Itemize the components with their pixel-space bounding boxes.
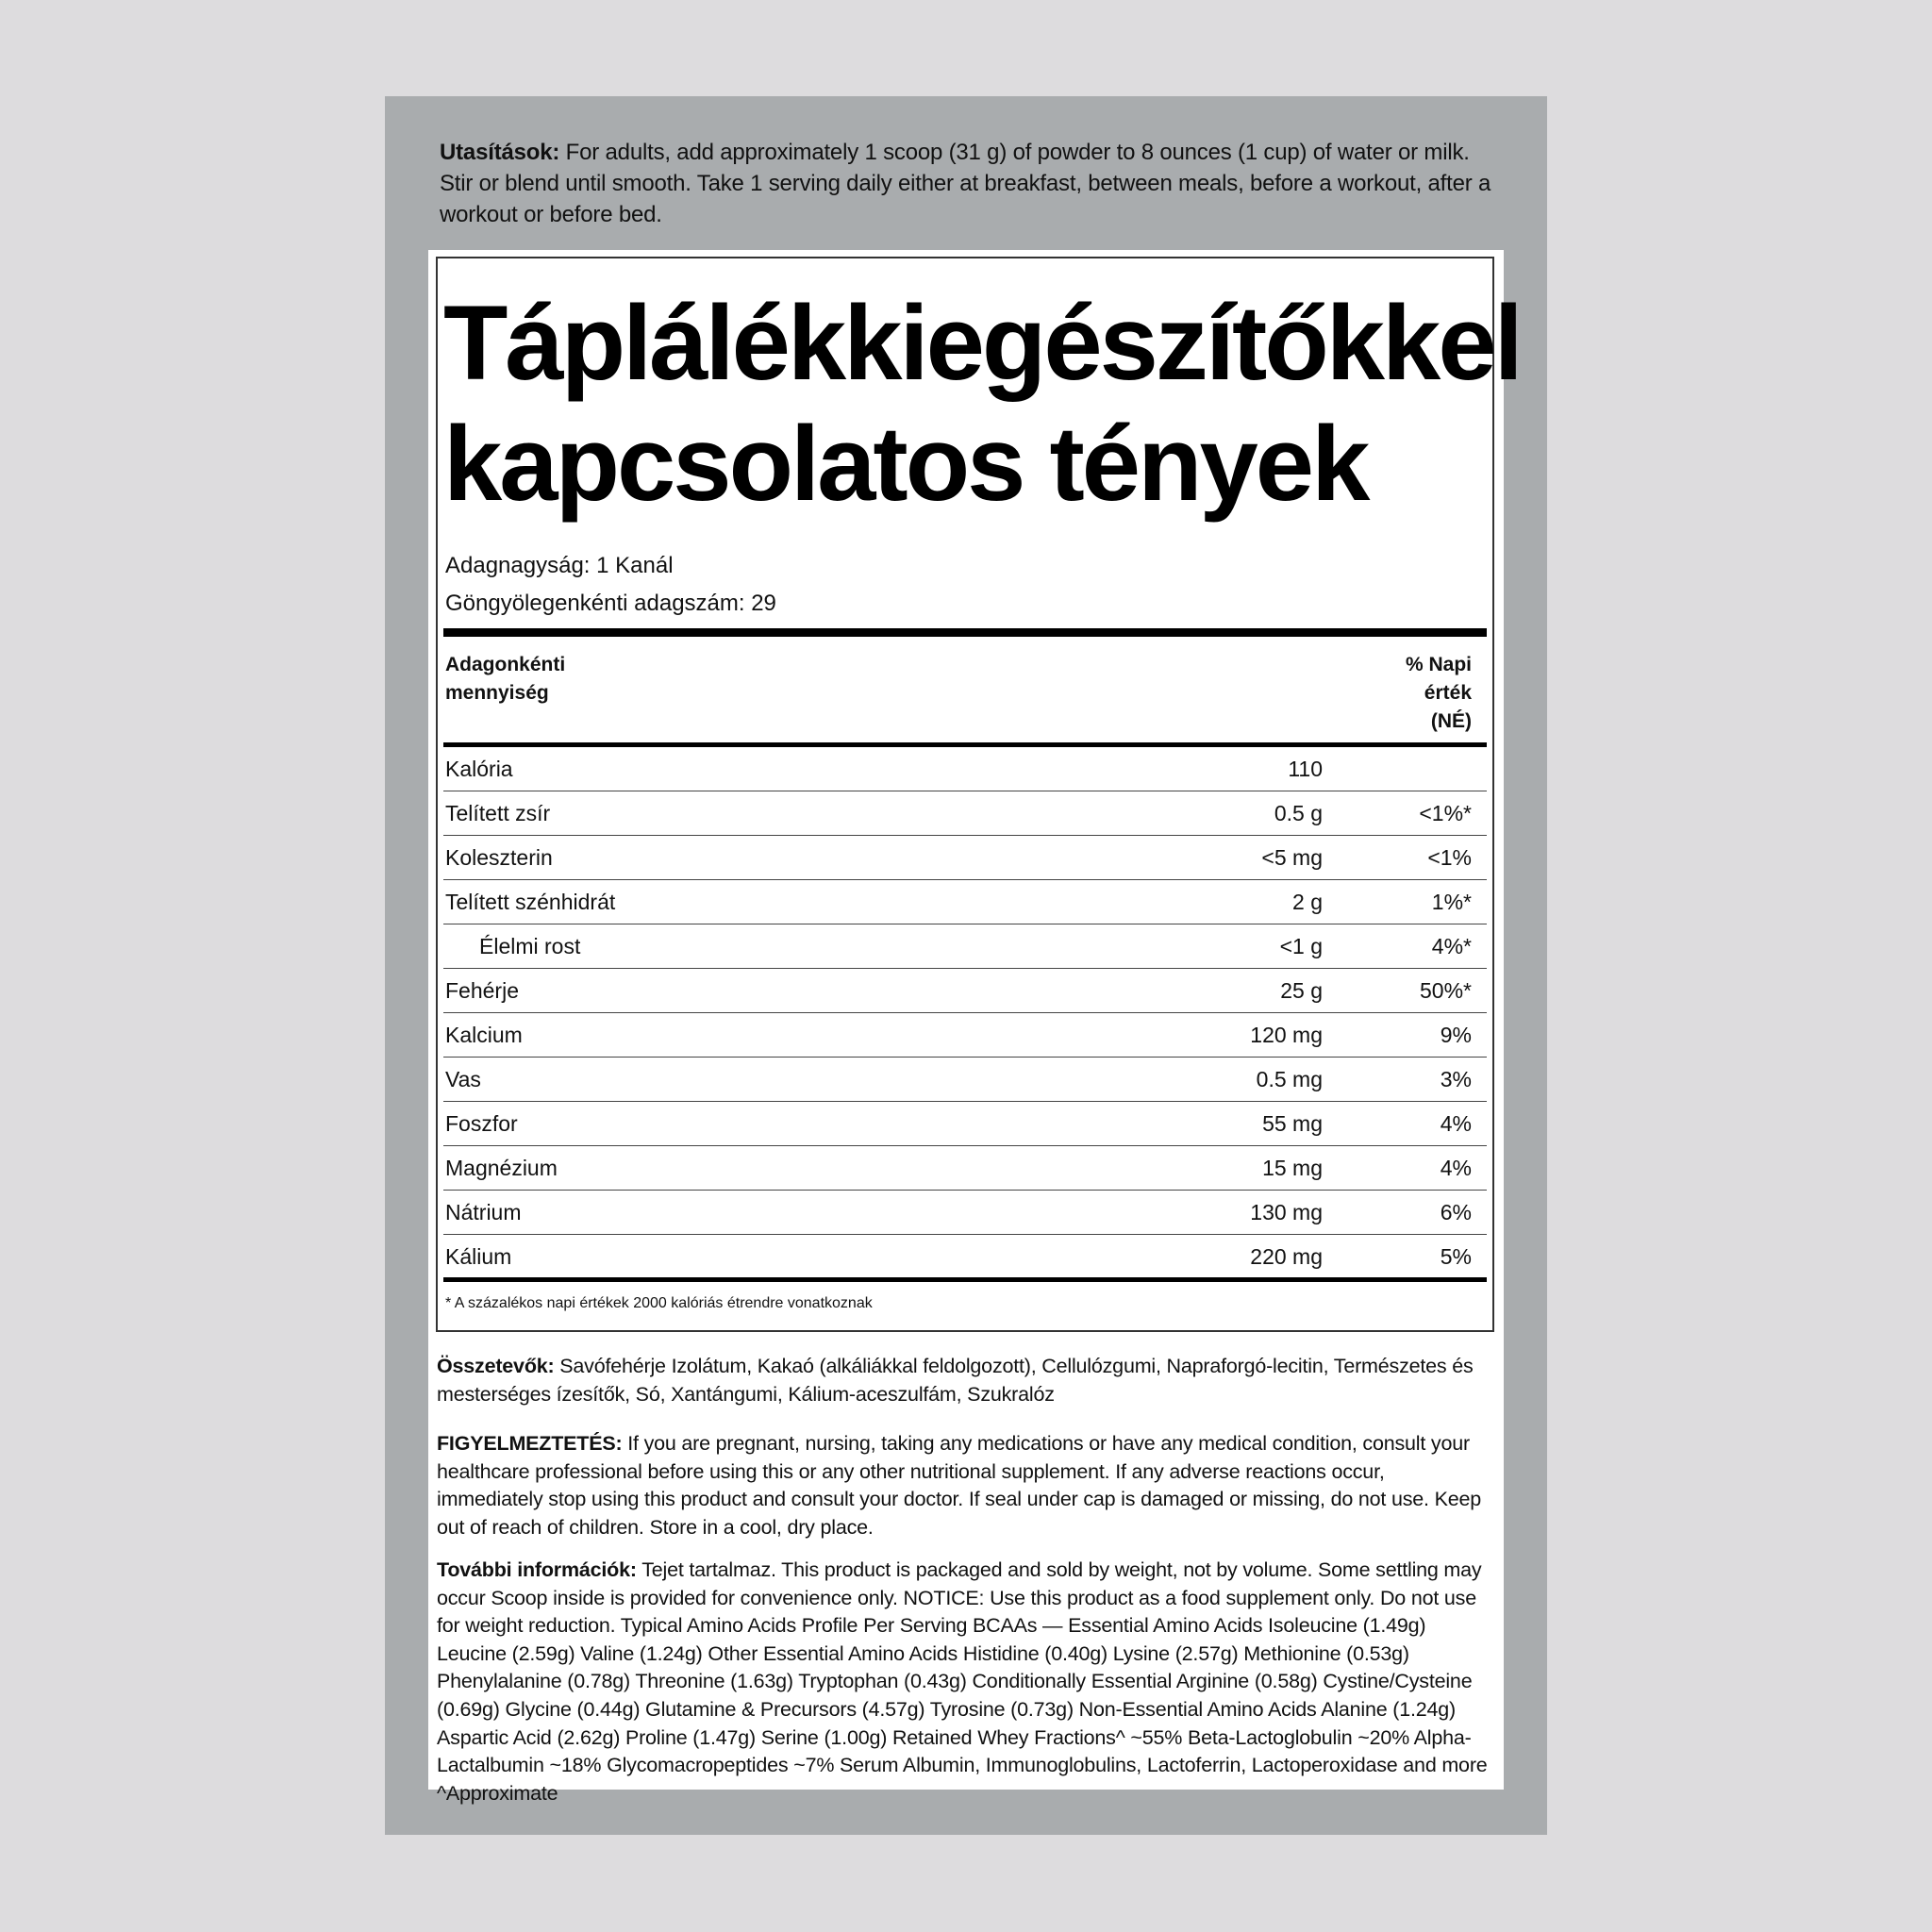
- nutrient-name: Koleszterin: [445, 845, 553, 870]
- table-row: [443, 1146, 1487, 1191]
- table-row: [443, 836, 1487, 880]
- nutrient-name: Vas: [445, 1067, 481, 1091]
- facts-title-line2: kapcsolatos tények: [443, 405, 1368, 523]
- thick-rule-top: [443, 628, 1487, 637]
- nutrient-daily-value: 4%*: [1431, 934, 1472, 958]
- warning-label: FIGYELMEZTETÉS:: [437, 1432, 623, 1455]
- warning-section: [437, 1430, 1493, 1541]
- table-row: [443, 1102, 1487, 1146]
- table-row: [443, 1058, 1487, 1102]
- daily-value-header: [1406, 651, 1472, 736]
- header-left-line1: Adagonkénti: [445, 654, 566, 675]
- serving-info: [445, 547, 776, 623]
- ingredients-label: Összetevők:: [437, 1355, 555, 1377]
- nutrient-name: Kalcium: [445, 1023, 523, 1047]
- thick-rule-bottom: [443, 1277, 1487, 1282]
- nutrient-daily-value: 4%: [1440, 1111, 1472, 1136]
- nutrient-amount: 25 g: [1280, 978, 1323, 1003]
- nutrient-amount: 130 mg: [1250, 1200, 1323, 1224]
- facts-title-line1: Táplálékkiegészítőkkel: [443, 284, 1521, 402]
- header-left-line2: mennyiség: [445, 682, 549, 704]
- table-row: [443, 1235, 1487, 1278]
- table-row: [443, 969, 1487, 1013]
- serving-size: Adagnagyság: 1 Kanál: [445, 553, 674, 578]
- directions-text: [440, 137, 1506, 230]
- table-row: [443, 1191, 1487, 1235]
- table-row: [443, 747, 1487, 791]
- ingredients-section: [437, 1353, 1493, 1408]
- nutrient-amount: 120 mg: [1250, 1023, 1323, 1047]
- nutrient-amount: 0.5 mg: [1256, 1067, 1323, 1091]
- nutrient-amount: 0.5 g: [1274, 801, 1323, 825]
- nutrient-daily-value: 50%*: [1420, 978, 1472, 1003]
- table-row: [443, 1013, 1487, 1058]
- nutrient-amount: 15 mg: [1262, 1156, 1323, 1180]
- nutrient-name: Foszfor: [445, 1111, 518, 1136]
- directions-body: For adults, add approximately 1 scoop (31 g) of powder to 8 ounces (1 cup) of water or milk. Stir or blend until smooth. Take 1 serving daily either at breakfast, between meals, before a workout, after a workout or before bed.: [440, 140, 1491, 227]
- nutrient-daily-value: 6%: [1440, 1200, 1472, 1224]
- nutrient-daily-value: <1%*: [1419, 801, 1472, 825]
- servings-per-container: Göngyölegenkénti adagszám: 29: [445, 591, 776, 616]
- nutrient-name: Telített szénhidrát: [445, 890, 616, 914]
- amount-per-serving-header: [445, 651, 565, 708]
- facts-table: [443, 747, 1487, 1278]
- nutrient-name: Telített zsír: [445, 801, 551, 825]
- table-row: [443, 791, 1487, 836]
- nutrient-amount: <1 g: [1279, 934, 1323, 958]
- facts-title: [443, 283, 1521, 525]
- nutrient-daily-value: <1%: [1427, 845, 1472, 870]
- table-row: [443, 924, 1487, 969]
- table-row: [443, 880, 1487, 924]
- nutrient-daily-value: 3%: [1440, 1067, 1472, 1091]
- nutrient-name: Élelmi rost: [479, 934, 581, 958]
- nutrient-amount: 220 mg: [1250, 1244, 1323, 1269]
- directions-label: Utasítások:: [440, 140, 560, 165]
- nutrient-name: Kalória: [445, 757, 513, 781]
- ingredients-text: Savófehérje Izolátum, Kakaó (alkáliákkal feldolgozott), Cellulózgumi, Napraforgó-lecitin, Természetes és mesterséges ízesítők, Só, Xantángumi, Kálium-aceszulfám, Szukralóz: [437, 1355, 1474, 1406]
- additional-info-label: További információk:: [437, 1558, 637, 1581]
- nutrient-name: Fehérje: [445, 978, 519, 1003]
- nutrient-amount: 55 mg: [1262, 1111, 1323, 1136]
- header-right-line2: érték: [1424, 682, 1472, 704]
- nutrient-amount: <5 mg: [1261, 845, 1323, 870]
- nutrient-amount: 110: [1288, 757, 1323, 781]
- additional-info-section: [437, 1557, 1493, 1807]
- nutrient-name: Nátrium: [445, 1200, 522, 1224]
- nutrient-name: Kálium: [445, 1244, 512, 1269]
- warning-text: If you are pregnant, nursing, taking any medications or have any medical condition, consult your healthcare professional before using this or any other nutritional supplement. If any adverse reactions occur, immediately stop using this product and consult your doctor. If seal under cap is damaged or missing, do not use. Keep out of reach of children. Store in a cool, dry place.: [437, 1432, 1481, 1539]
- nutrient-daily-value: 4%: [1440, 1156, 1472, 1180]
- header-right-line3: (NÉ): [1430, 710, 1472, 732]
- facts-footnote: * A százalékos napi értékek 2000 kalóriás étrendre vonatkoznak: [445, 1295, 873, 1311]
- nutrient-daily-value: 1%*: [1431, 890, 1472, 914]
- nutrient-name: Magnézium: [445, 1156, 558, 1180]
- nutrient-daily-value: 5%: [1440, 1244, 1472, 1269]
- nutrient-amount: 2 g: [1292, 890, 1323, 914]
- additional-info-text: Tejet tartalmaz. This product is packaged and sold by weight, not by volume. Some settling may occur Scoop inside is provided for convenience only. NOTICE: Use this product as a food supplement only. Do not use for weight reduction. Typical Amino Acids Profile Per Serving BCAAs — Essential Amino Acids Isoleucine (1.49g) Leucine (2.59g) Valine (1.24g) Other Essential Amino Acids Histidine (0.40g) Lysine (2.57g) Methionine (0.53g) Phenylalanine (0.78g) Threonine (1.63g) Tryptophan (0.43g) Conditionally Essential Arginine (0.58g) Cystine/Cysteine (0.69g) Glycine (0.44g) Glutamine & Precursors (4.57g) Tyrosine (0.73g) Non-Essential Amino Acids Alanine (1.24g) Aspartic Acid (2.62g) Proline (1.47g) Serine (1.00g) Retained Whey Fractions^ ~55% Beta-Lactoglobulin ~20% Alpha-Lactalbumin ~18% Glycomacropeptides ~7% Serum Albumin, Immunoglobulins, Lactoferrin, Lactoperoxidase and more ^Approximate: [437, 1558, 1488, 1805]
- nutrient-daily-value: 9%: [1440, 1023, 1472, 1047]
- header-right-line1: % Napi: [1405, 654, 1472, 675]
